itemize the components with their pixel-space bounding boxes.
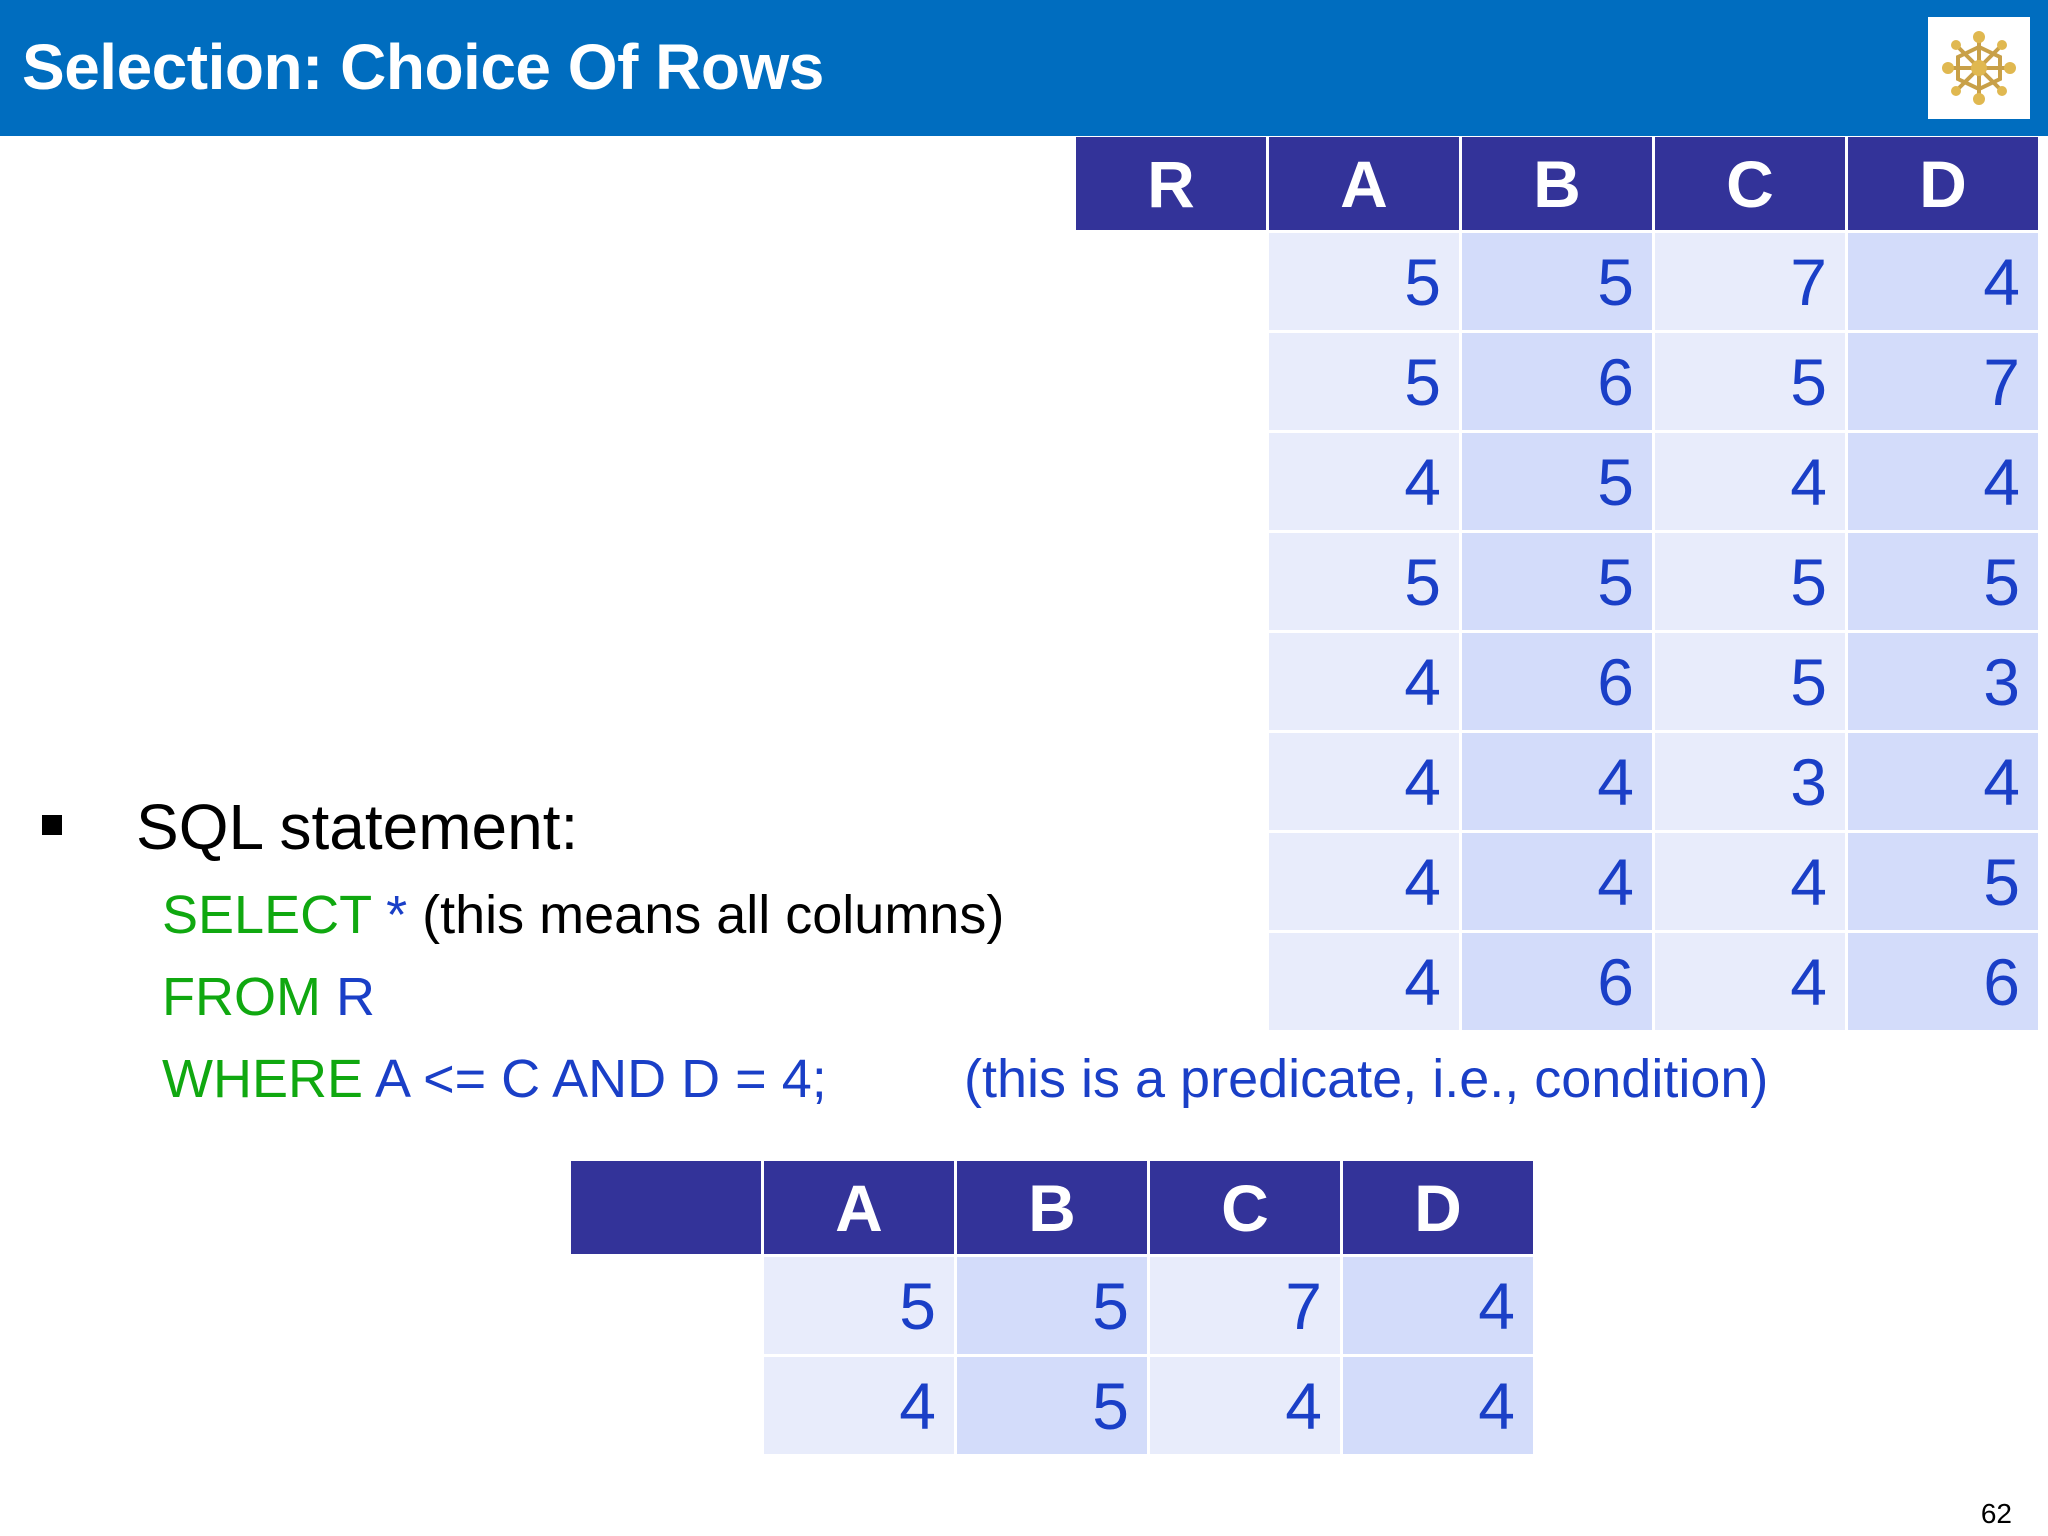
result-row-spacer bbox=[571, 1257, 761, 1354]
bullet-marker bbox=[42, 815, 62, 835]
sql-keyword-select: SELECT bbox=[162, 885, 372, 945]
relation-r-cell: 4 bbox=[1269, 433, 1459, 530]
relation-r-row bbox=[1076, 433, 2038, 530]
relation-r-cell: 5 bbox=[1462, 433, 1652, 530]
result-cell: 4 bbox=[764, 1357, 954, 1454]
relation-r-row bbox=[1076, 733, 2038, 830]
relation-r-cell: 5 bbox=[1462, 233, 1652, 330]
relation-r-cell: 6 bbox=[1462, 333, 1652, 430]
relation-r-row bbox=[1076, 533, 2038, 630]
column-header-d: D bbox=[1848, 137, 2038, 230]
relation-r-cell: 6 bbox=[1462, 633, 1652, 730]
relation-r-cell: 5 bbox=[1269, 233, 1459, 330]
sql-keyword-where: WHERE bbox=[162, 1049, 363, 1109]
column-header-a: A bbox=[1269, 137, 1459, 230]
relation-r-row-spacer bbox=[1076, 233, 1266, 330]
result-cell: 5 bbox=[764, 1257, 954, 1354]
sql-select-line bbox=[162, 884, 1004, 946]
relation-name: R bbox=[1076, 137, 1266, 230]
result-column-header-a: A bbox=[764, 1161, 954, 1254]
sql-select-operand: * bbox=[371, 885, 408, 945]
result-column-header-c: C bbox=[1150, 1161, 1340, 1254]
relation-r-row-spacer bbox=[1076, 333, 1266, 430]
result-cell: 4 bbox=[1150, 1357, 1340, 1454]
result-cell: 4 bbox=[1343, 1357, 1533, 1454]
relation-r-cell: 4 bbox=[1655, 833, 1845, 930]
relation-r-cell: 5 bbox=[1655, 533, 1845, 630]
relation-r-cell: 5 bbox=[1269, 333, 1459, 430]
relation-r-cell: 4 bbox=[1462, 833, 1652, 930]
result-column-header-d: D bbox=[1343, 1161, 1533, 1254]
result-cell: 5 bbox=[957, 1257, 1147, 1354]
sql-where-line bbox=[162, 1048, 827, 1110]
relation-r-cell: 7 bbox=[1655, 233, 1845, 330]
relation-r-cell: 5 bbox=[1462, 533, 1652, 630]
relation-r-cell: 4 bbox=[1462, 733, 1652, 830]
relation-r-cell: 4 bbox=[1269, 833, 1459, 930]
result-row bbox=[571, 1257, 1533, 1354]
result-cell: 7 bbox=[1150, 1257, 1340, 1354]
relation-r-cell: 5 bbox=[1269, 533, 1459, 630]
sql-heading: SQL statement: bbox=[136, 791, 579, 863]
relation-r-cell: 7 bbox=[1848, 333, 2038, 430]
sql-from-line bbox=[162, 966, 375, 1028]
relation-r-cell: 3 bbox=[1655, 733, 1845, 830]
predicate-note: (this is a predicate, i.e., condition) bbox=[964, 1049, 1769, 1109]
relation-r-cell: 4 bbox=[1655, 933, 1845, 1030]
page-number: 62 bbox=[1980, 1498, 2012, 1529]
relation-r-cell: 4 bbox=[1655, 433, 1845, 530]
relation-r-row bbox=[1076, 833, 2038, 930]
title-bar bbox=[0, 0, 2048, 136]
relation-r-row-spacer bbox=[1076, 433, 1266, 530]
column-header-c: C bbox=[1655, 137, 1845, 230]
relation-r-cell: 4 bbox=[1269, 933, 1459, 1030]
relation-r-cell: 3 bbox=[1848, 633, 2038, 730]
relation-r-row-spacer bbox=[1076, 533, 1266, 630]
relation-r-cell: 4 bbox=[1848, 233, 2038, 330]
relation-r-row-spacer bbox=[1076, 833, 1266, 930]
result-header-row bbox=[571, 1161, 1533, 1254]
logo-image bbox=[1928, 17, 2030, 119]
result-table bbox=[568, 1158, 1536, 1457]
relation-r-row-spacer bbox=[1076, 933, 1266, 1030]
sql-keyword-from: FROM bbox=[162, 967, 321, 1027]
relation-r-cell: 5 bbox=[1655, 333, 1845, 430]
relation-r-row-spacer bbox=[1076, 733, 1266, 830]
column-header-b: B bbox=[1462, 137, 1652, 230]
result-cell: 5 bbox=[957, 1357, 1147, 1454]
relation-r-cell: 4 bbox=[1848, 433, 2038, 530]
relation-r-cell: 4 bbox=[1269, 733, 1459, 830]
slide-title: Selection: Choice Of Rows bbox=[22, 31, 824, 103]
relation-r-cell: 4 bbox=[1848, 733, 2038, 830]
result-name bbox=[571, 1161, 761, 1254]
relation-r-cell: 4 bbox=[1269, 633, 1459, 730]
relation-r-cell: 5 bbox=[1848, 833, 2038, 930]
result-cell: 4 bbox=[1343, 1257, 1533, 1354]
relation-r-cell: 5 bbox=[1848, 533, 2038, 630]
relation-r-row bbox=[1076, 233, 2038, 330]
result-row bbox=[571, 1357, 1533, 1454]
relation-r-row-spacer bbox=[1076, 633, 1266, 730]
relation-r-cell: 6 bbox=[1462, 933, 1652, 1030]
relation-r-cell: 5 bbox=[1655, 633, 1845, 730]
result-row-spacer bbox=[571, 1357, 761, 1454]
sql-where-operand: A <= C AND D = 4; bbox=[363, 1049, 827, 1109]
relation-r-row bbox=[1076, 933, 2038, 1030]
relation-r-header-row bbox=[1076, 137, 2038, 230]
sql-select-comment: (this means all columns) bbox=[407, 885, 1005, 945]
relation-r-row bbox=[1076, 633, 2038, 730]
relation-r-row bbox=[1076, 333, 2038, 430]
result-column-header-b: B bbox=[957, 1161, 1147, 1254]
sql-from-operand: R bbox=[320, 967, 375, 1027]
molecule-logo-icon bbox=[1928, 17, 2030, 119]
relation-r-table bbox=[1073, 134, 2041, 1033]
relation-r-cell: 6 bbox=[1848, 933, 2038, 1030]
